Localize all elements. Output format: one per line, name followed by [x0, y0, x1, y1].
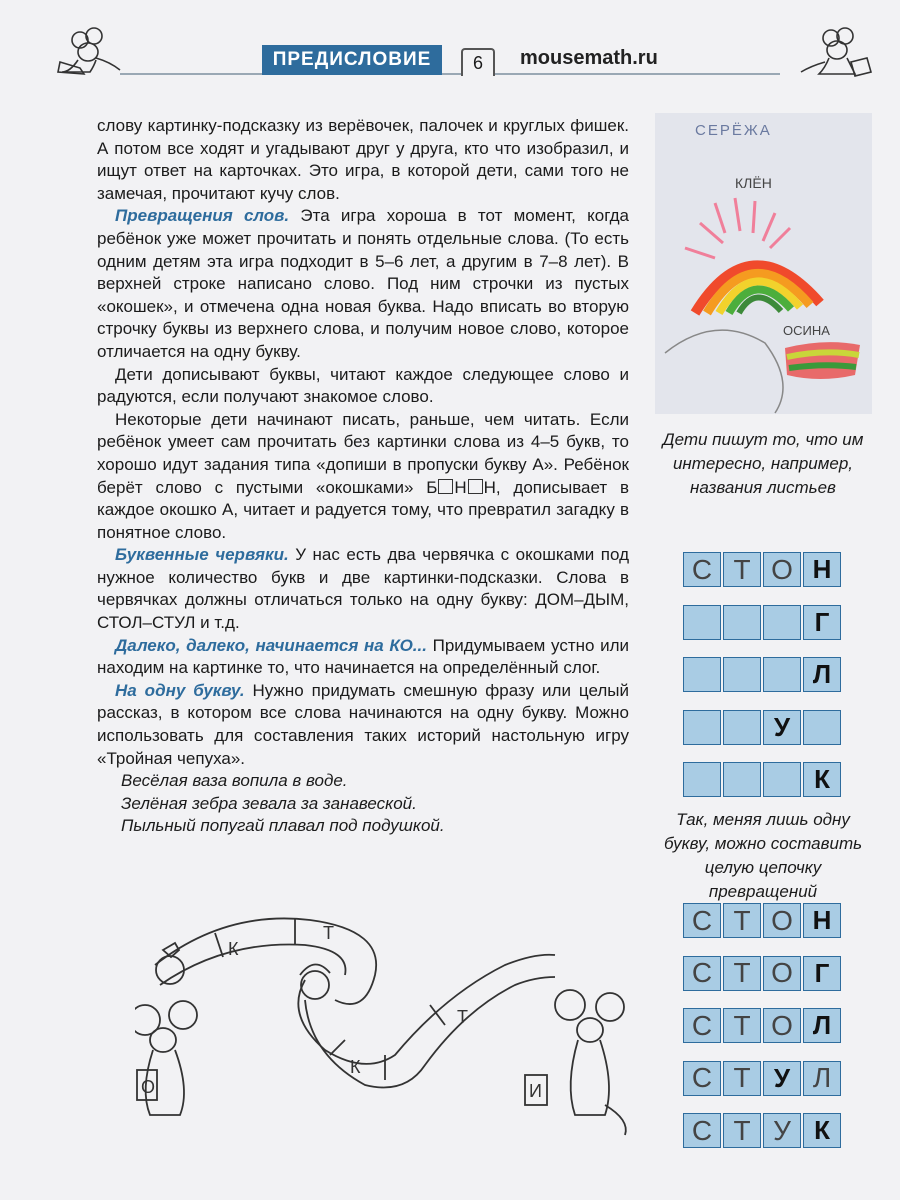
letter-cell: У — [763, 710, 801, 745]
letter-cell: С — [683, 1008, 721, 1043]
site-name: mousemath.ru — [520, 47, 658, 69]
photo-label-2: КЛЁН — [735, 175, 772, 191]
grid-row — [683, 1113, 843, 1150]
page-number: 6 — [461, 48, 495, 76]
letter-cell: С — [683, 903, 721, 938]
letter-cell: Т — [723, 1113, 761, 1148]
paragraph-text: Нужно придумать смешную фразу или целый рассказ, в котором все слова начинаются на одну букву. Можно использовать для составления таких историй настольную игру «Тройная чепуха». — [97, 680, 629, 768]
letter-cell: Л — [803, 1061, 841, 1096]
paragraph-text: У нас есть два червячка с окошками под нужное количество букв и две картинки-подсказки. Слова в червячках должны отличаться только на одну букву: ДОМ–ДЫМ, СТОЛ–СТУЛ и т.д. — [97, 545, 629, 633]
grid-row — [683, 710, 843, 747]
main-text — [97, 115, 629, 838]
letter-cell: С — [683, 552, 721, 587]
worm1-letter-2: Т — [323, 923, 334, 943]
word-grid-exercise — [683, 552, 843, 815]
paragraph — [97, 409, 629, 545]
letter-cell: У — [763, 1061, 801, 1096]
letter-cell: К — [803, 762, 841, 797]
letter-cell — [683, 657, 721, 692]
caption-line: Дети пишут то, что им — [662, 430, 864, 449]
caption-line: превращений — [708, 882, 818, 901]
letter-cell: С — [683, 1061, 721, 1096]
grid-row — [683, 657, 843, 694]
letter-cell: С — [683, 1113, 721, 1148]
letter-cell: О — [763, 552, 801, 587]
page-header — [0, 40, 900, 85]
grid-row — [683, 605, 843, 642]
paragraph-text: Эта игра хороша в тот момент, когда ребёнок уже может прочитать и понять отдельные слова. (То есть одним детям эта игра подходит в 5–6 лет, а другим в 7–8 лет). В верхней строке написано слово. Под ним строчки из пустых «окошек», и отмечена одна новая буква. Надо вписать во вторую строчку буквы из верхнего слова, и получим новое слово, которое отличается на одну букву. — [97, 206, 630, 361]
letter-cell: Л — [803, 1008, 841, 1043]
mouse-with-book-icon — [795, 22, 875, 82]
photo-label-1: СЕРЁЖА — [695, 122, 772, 139]
term-heading: На одну букву. — [115, 680, 245, 700]
term-heading: Буквенные червяки. — [115, 545, 289, 565]
photo-caption — [638, 428, 888, 500]
letter-cell — [763, 762, 801, 797]
letter-cell: О — [763, 903, 801, 938]
term-heading: Далеко, далеко, начинается на КО... — [115, 635, 427, 655]
letter: Б — [426, 477, 438, 497]
paragraph-text: Некоторые дети начинают писать, раньше, чем читать. Если ребёнок умеет сам прочитать без картинки слова из 4–5 букв, то хорошо идут задания типа «допиши в пропуски букву А». Ребёнок берёт слово с пустыми «окошками» — [97, 409, 629, 497]
empty-box — [468, 479, 483, 494]
letter-cell: К — [803, 1113, 841, 1148]
letter: Н — [454, 477, 467, 497]
poem-line: Весёлая ваза вопила в воде. — [121, 771, 348, 791]
letter-cell: У — [763, 1113, 801, 1148]
caption-line: интересно, например, — [672, 454, 854, 473]
poem-line: Зелёная зебра зевала за занавеской. — [121, 793, 417, 813]
reading-mouse-icon — [50, 22, 125, 82]
grid-row — [683, 552, 843, 589]
letter-cell: О — [763, 1008, 801, 1043]
grid-row — [683, 1061, 843, 1098]
letter-cell — [723, 762, 761, 797]
worm2-letter-1: К — [350, 1057, 361, 1077]
caption-line: названия листьев — [690, 478, 836, 497]
letter-cell: Т — [723, 1061, 761, 1096]
child-drawing-photo — [655, 113, 872, 414]
empty-box — [438, 479, 453, 494]
worm1-letter-1: К — [228, 939, 239, 959]
letter-cell — [803, 710, 841, 745]
letter-cell — [763, 657, 801, 692]
caption-line: Так, меняя лишь одну — [676, 810, 850, 829]
grid-row — [683, 903, 843, 940]
letter-cell — [723, 657, 761, 692]
card-letter-left: О — [141, 1077, 156, 1097]
paragraph — [97, 205, 629, 363]
letter-cell — [683, 605, 721, 640]
letter-cell — [683, 710, 721, 745]
caption-line: букву, можно составить — [663, 834, 863, 853]
card-letter-right: И — [529, 1081, 542, 1101]
letter-cell: Т — [723, 956, 761, 991]
letter-cell: С — [683, 956, 721, 991]
term-heading: Превращения слов. — [115, 206, 290, 226]
paragraph — [97, 680, 629, 770]
word-grid-solution — [683, 903, 843, 1166]
letter-cell: О — [763, 956, 801, 991]
grid-row — [683, 762, 843, 799]
letter-cell: Т — [723, 552, 761, 587]
letter-cell: Л — [803, 657, 841, 692]
worms-illustration — [135, 905, 635, 1160]
paragraph — [97, 544, 629, 634]
letter-cell: Т — [723, 903, 761, 938]
letter-cell: Т — [723, 1008, 761, 1043]
grid-caption — [638, 808, 888, 904]
letter-cell: Г — [803, 605, 841, 640]
letter-cell — [763, 605, 801, 640]
letter-cell — [723, 605, 761, 640]
paragraph: слову картинку-подсказку из верёвочек, палочек и круглых фишек. А потом все ходят и угадывают друг у друга, кто что изобразил, и ищут ответ на карточках. Это игра, в которой дети, сами того не замечая, прочитают кучу слов. — [97, 116, 629, 203]
grid-row — [683, 956, 843, 993]
worm2-letter-2: Т — [457, 1007, 468, 1027]
paragraph: Дети дописывают буквы, читают каждое следующее слово и радуются, если получают знакомое слово. — [97, 364, 629, 407]
photo-label-3: ОСИНА — [783, 323, 830, 338]
poem-line: Пыльный попугай плавал под подушкой. — [121, 816, 445, 836]
letter-cell: Г — [803, 956, 841, 991]
section-title: ПРЕДИСЛОВИЕ — [262, 45, 442, 75]
letter: Н — [483, 477, 496, 497]
letter-cell — [683, 762, 721, 797]
letter-cell: Н — [803, 552, 841, 587]
caption-line: целую цепочку — [704, 858, 822, 877]
letter-cell — [723, 710, 761, 745]
paragraph-text: , дописывает в каждое окошко А, читает и радуется тому, что превратил загадку в понятное слово. — [97, 477, 629, 542]
paragraph — [97, 635, 629, 680]
paragraph-text: Придумываем устно или находим на картинке то, что начинается на определённый слог. — [97, 635, 629, 678]
grid-row — [683, 1008, 843, 1045]
header-rule — [120, 73, 780, 75]
letter-cell: Н — [803, 903, 841, 938]
